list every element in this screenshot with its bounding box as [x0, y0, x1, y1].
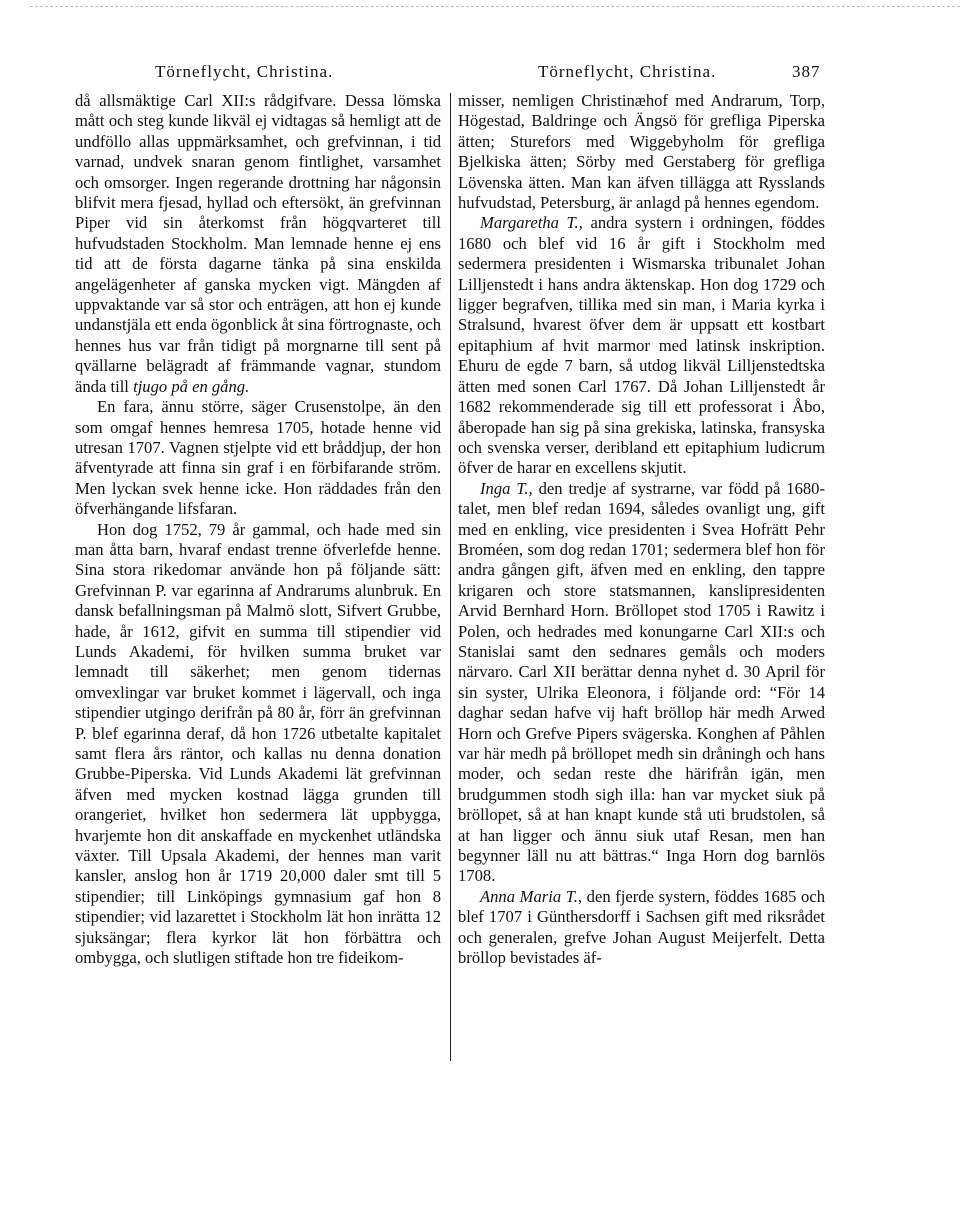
paragraph: misser, nemligen Christinæhof med Andrarum, Torp, Högestad, Baldringe och Ängsö för grefliga Piperska ätten; Sturefors med Wiggebyholm för grefliga Bjelkiska ätten; Sörby med Gerstaberg för grefliga Lövenska ätten. Man kan äfven tillägga att Rysslands hufvudstad, Petersburg, är anlagd på hennes egendom. [458, 91, 825, 213]
person-name: Margaretha T., [480, 213, 583, 233]
paragraph: Hon dog 1752, 79 år gammal, och hade med sin man åtta barn, hvaraf endast trenne öfverlefde henne. Sina stora rikedomar använde hon på följande sätt: Grefvinnan P. var egarinna af Andrarums alunbruk. En dansk befallningsman på Malmö slott, Sifvert Grubbe, hade, år 1612, gifvit en summa till stipendier vid Lunds Akademi, för hvilken summa bruket var lemnadt till säkerhet; men genom tidernas omvexlingar var bruket kommet i lägervall, och inga stipendier utgingo derifrån på 80 år, förr än grefvinnan P. blef egarinna deraf, då hon 1726 utbetalte kapitalet samt flera års räntor, och kallas nu denna donation Grubbe-Piperska. Vid Lunds Akademi lät grefvinnan äfven med mycken kostnad lägga grunden till orangeriet, hvilket hon sedermera lät uppbygga, hvarjemte hon dit anskaffade en myckenhet utländska växter. Till Upsala Akademi, der hennes man varit kansler, anslog hon år 1719 20,000 daler smt till 5 stipendier; till Linköpings gymnasium gaf hon 8 stipendier; vid lazarettet i Stockholm lät hon inrätta 12 sjuksängar; flera kyrkor lät hon förbättra och ombygga, och slutligen stiftade hon tre fideikom- [75, 519, 441, 968]
paragraph [458, 887, 825, 969]
person-name: Anna Maria T., [480, 886, 583, 906]
paragraph [458, 479, 825, 887]
italic-phrase: tjugo på en gång. [133, 376, 250, 396]
paragraph-text: andra systern i ordningen, föddes 1680 och blef vid 16 år gift i Stockholm med sedermera presidenten i Wismarska tribunalet Johan Lilljenstedt i hans andra äktenskap. Hon dog 1729 och ligger begrafven, tillika med sin man, i Maria kyrka i Stralsund, hvarest öfver dem är uppsatt ett kostbart epitaphium af hvit marmor med latinsk inskription. Ehuru de egde 7 barn, så utdog likväl Lilljenstedtska ätten med sonen Carl 1767. Då Johan Lilljenstedt år 1682 rekommenderade sig till ett professorat i Åbo, åberopade han sig på sina grekiska, latinska, fransyska och svenska verser, deribland ett epitaphium ludicrum öfver de harar en excellens skjutit. [458, 213, 825, 478]
scan-edge-line [30, 6, 960, 7]
paragraph-text: den fjerde systern, föddes 1685 och blef 1707 i Günthersdorff i Sachsen gift med riksrådet och generalen, grefve Johan August Meijerfelt. Detta bröllop bevistades äf- [458, 886, 825, 968]
page-number: 387 [792, 62, 821, 81]
column-divider [450, 93, 451, 1061]
running-head-left: Törneflycht, Christina. [155, 62, 334, 81]
paragraph-text: den tredje af systrarne, var född på 1680-talet, men blef redan 1694, således ovanligt ung, gift med en enkling, vice presidenten i Svea Hofrätt Pehr Broméen, som dog redan 1701; sedermera blef hon för andra gången gift, äfven med en enkling, den tappre krigaren och store statsmannen, kanslipresidenten Arvid Bernhard Horn. Bröllopet stod 1705 i Rawitz i Polen, och hedrades med konungarne Carl XII:s och Stanislai samt den sednares gemåls och moders närvaro. Carl XII berättar denna nyhet d. 30 April för sin syster, Ulrika Eleonora, i följande ord: “För 14 daghar sedan hafve vij haft bröllop här medh Arwed Horn och Grefve Pipers svägerska. Konghen af Påhlen var här medh på bröllopet medh sin dråningh och hans moder, och sedan reste dhe härifrån igän, men brudgummen stodh sigh illa: han var mycket siuk på bröllopet, så at han knapt kunde stå uti brudstolen, så at han ligger och ännu siuk utaf Resan, men han begynner läll nu att bättras.“ Inga Horn dog barnlös 1708. [458, 478, 825, 886]
paragraph: En fara, ännu större, säger Crusenstolpe, än den som omgaf hennes hemresa 1705, hotade henne vid utresan 1707. Vagnen stjelpte vid ett bråddjup, der hon äfventyrade att finna sin graf i en förbifarande ström. Men lyckan svek henne icke. Hon räddades från den öfverhängande lifsfaran. [75, 397, 441, 519]
person-name: Inga T., [480, 478, 533, 498]
paragraph-text: då allsmäktige Carl XII:s rådgifvare. Dessa lömska mått och steg kunde likväl ej vidtagas så hemligt att de undföllo allas uppmärksamhet, och grefvinnan, i tid varnad, undvek snaran genom fintlighet, varsamhet och omsorger. Ingen regerande drottning har någonsin blifvit mera fjesad, hyllad och eftersökt, än grefvinnan Piper vid sin återkomst från högqvarteret till hufvudstaden Stockholm. Man lemnade henne ej ens tid att de första dagarne tänka på sina enskilda angelägenheter af ganska mycken vigt. Mängden af uppvaktande var så stor och enträgen, att hon ej kunde undanstjäla ett enda ögonblick åt sina förtrognaste, och hennes hus var från tidigt på morgnarne till sent på qvällarne belägradt af främmande vagnar, stundom ända till [75, 91, 441, 396]
left-column [75, 91, 441, 968]
paragraph [458, 213, 825, 478]
paragraph [75, 91, 441, 397]
running-head-right: Törneflycht, Christina. [538, 62, 717, 81]
right-column [458, 91, 825, 968]
